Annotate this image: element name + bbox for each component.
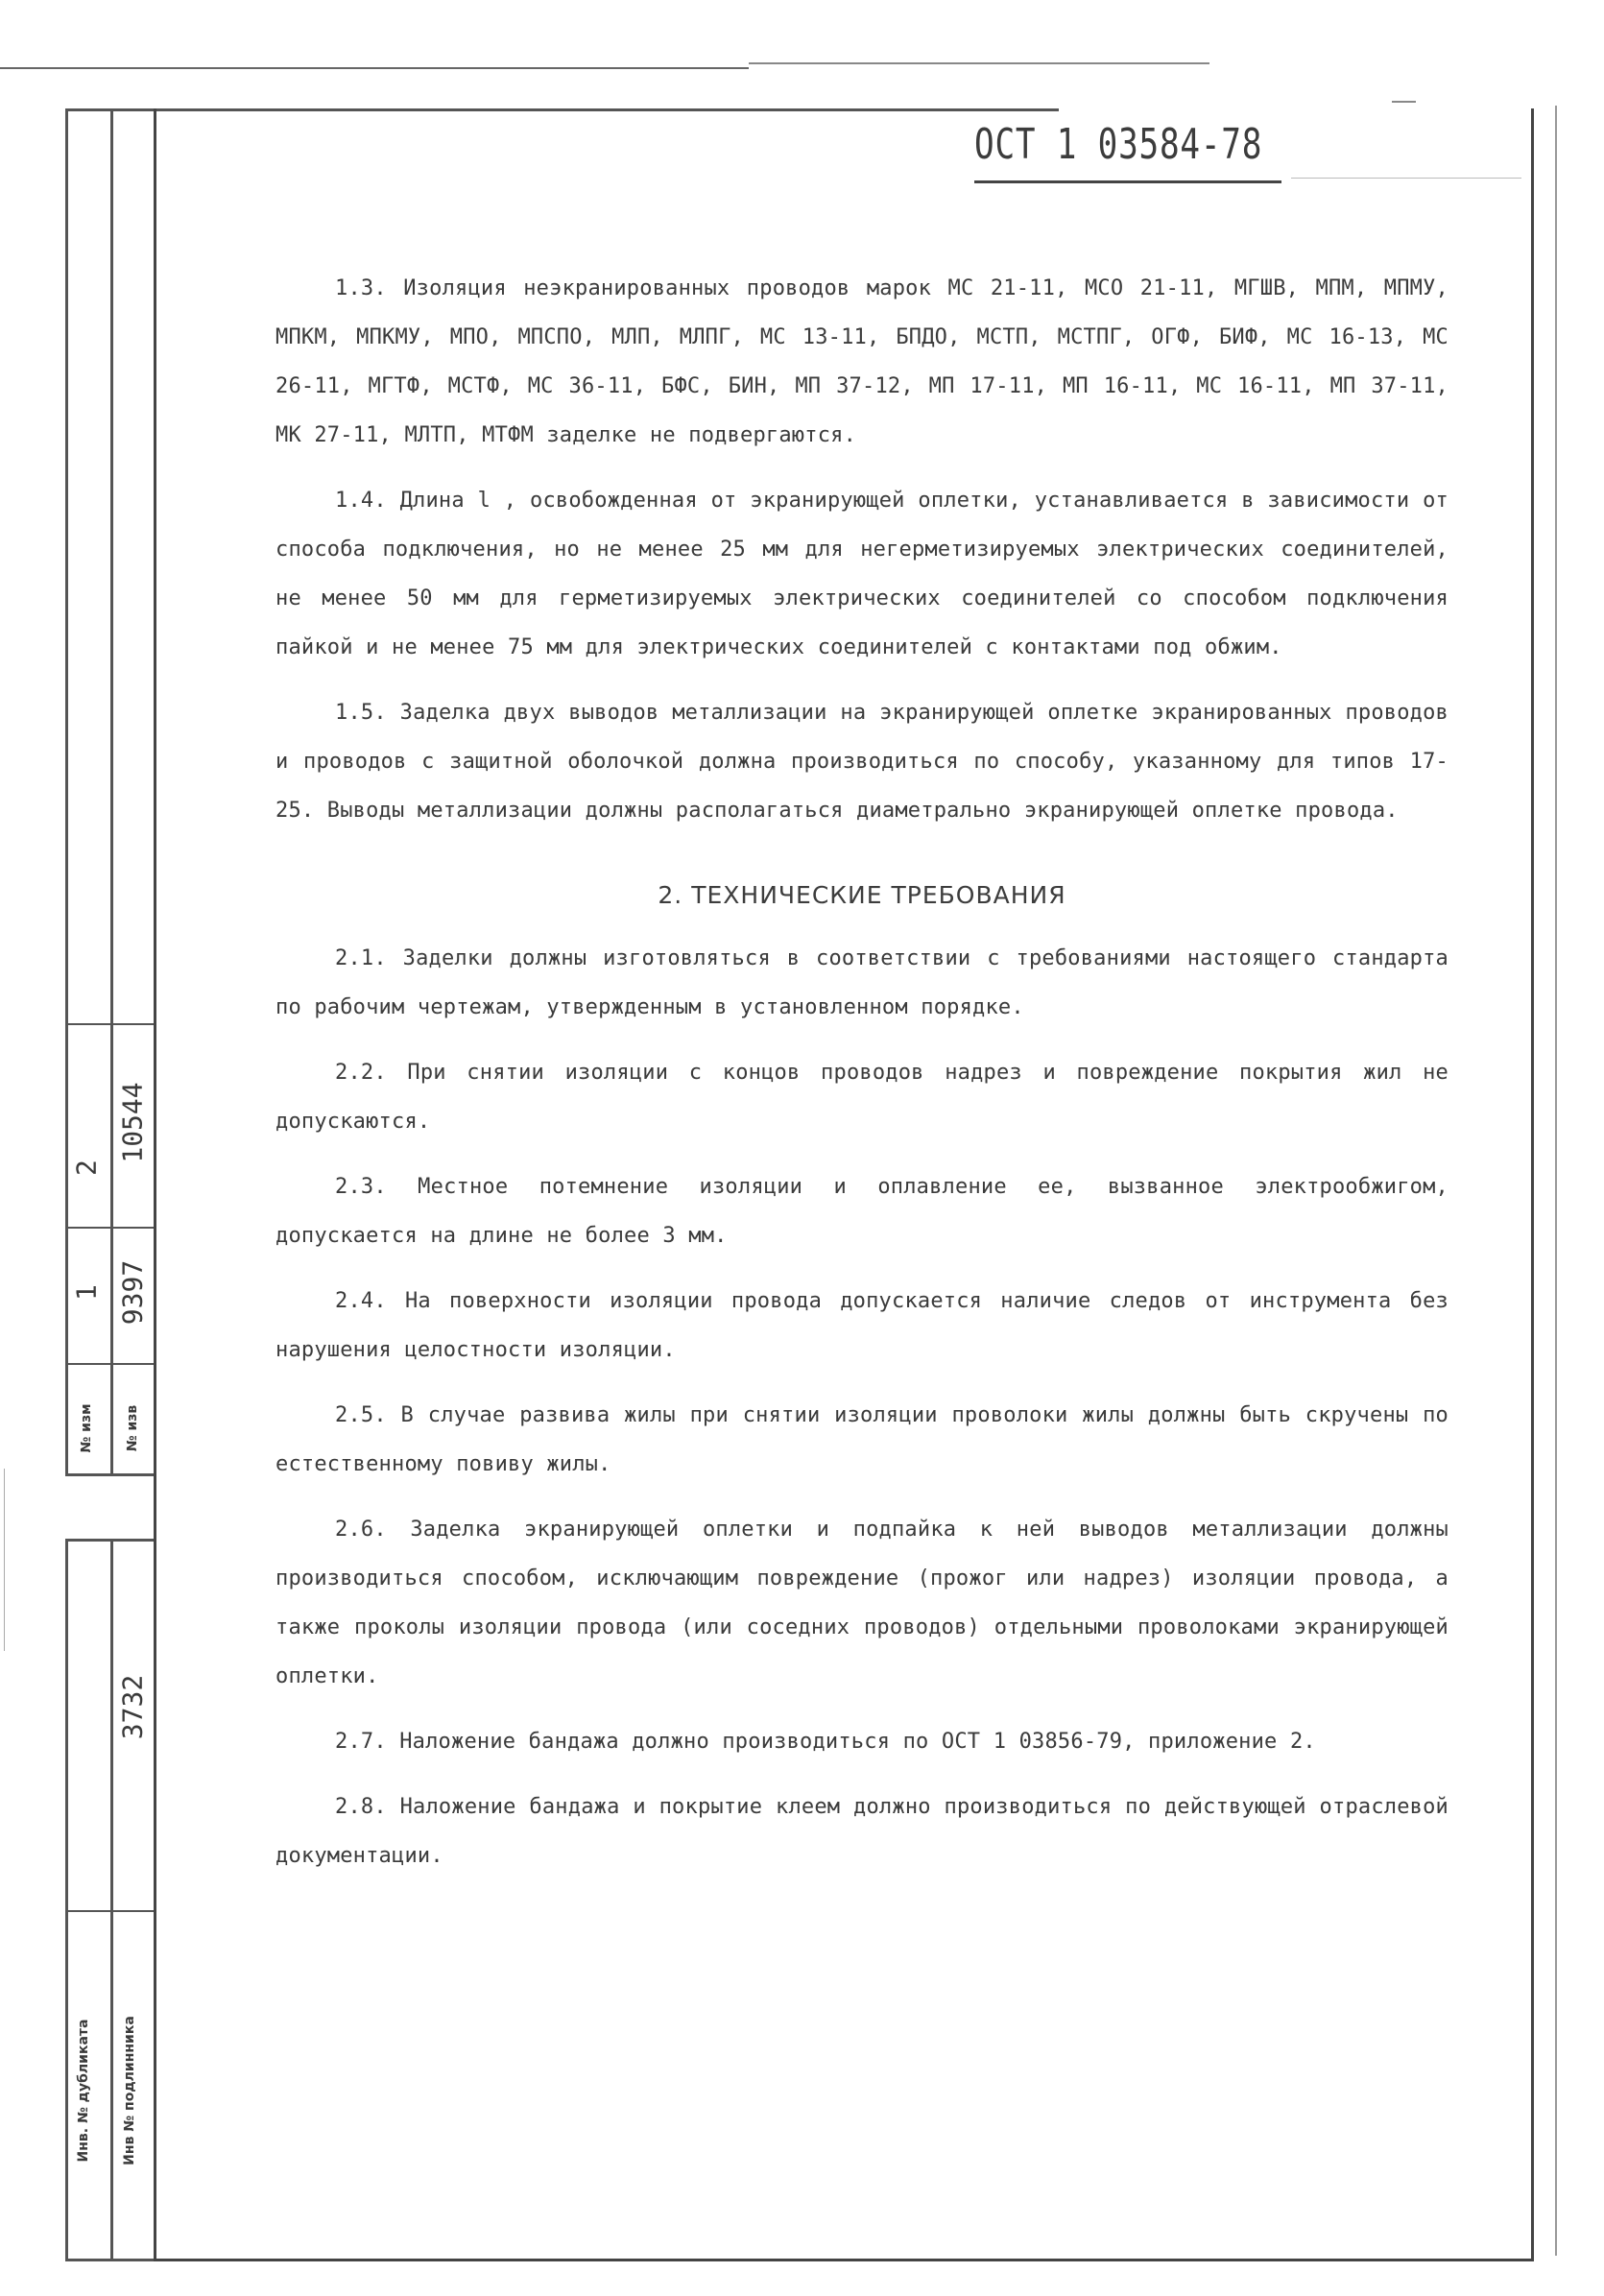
stamp-row-line bbox=[65, 1023, 154, 1025]
stamp-row-line bbox=[65, 1227, 154, 1229]
clause-1-4: 1.4. Длина l , освобожденная от экранирующей оплетки, устанавливается в зависимости от способа подключения, но не менее 25 мм для негерметизируемых электрических соединителей, не менее 50 мм для герметизируемых электрических соединителей со способом подключения пайкой и не менее 75 мм для электрических соединителей с контактами под обжим. bbox=[275, 489, 1448, 659]
stamp-row-line bbox=[65, 2259, 154, 2261]
original-inv-value: 3732 bbox=[116, 1674, 149, 1740]
change-no-label: № изм bbox=[79, 1403, 94, 1453]
top-rule-right bbox=[749, 62, 1209, 64]
document-designation: ОСТ 1 03584-78 bbox=[974, 120, 1263, 169]
designation-tail-line bbox=[1291, 178, 1521, 179]
clause-2-1: 2.1. Заделки должны изготовляться в соответствии с требованиями настоящего стандарта по рабочим чертежам, утвержденным в установленном порядке. bbox=[275, 946, 1448, 1019]
clause-2-5: 2.5. В случае развива жилы при снятии изоляции проволоки жилы должны быть скручены по естественному повиву жилы. bbox=[275, 1403, 1448, 1476]
clause-2-8: 2.8. Наложение бандажа и покрытие клеем должно производиться по действующей отраслевой документации. bbox=[275, 1795, 1448, 1868]
clause-2-6: 2.6. Заделка экранирующей оплетки и подпайка к ней выводов металлизации должны производиться способом, исключающим повреждение (прожог или надрез) изоляции провода, а также проколы изоляции провода (или соседних проводов) отдельными проволоками экранирующей оплетки. bbox=[275, 1518, 1448, 1688]
left-scan-edge-line bbox=[4, 1469, 5, 1651]
stamp-row-line bbox=[65, 1539, 154, 1542]
change-2-value: 2 bbox=[70, 1160, 103, 1176]
duplicate-inv-label: Инв. № дубликата bbox=[76, 2019, 91, 2163]
notice-no-label: № изв bbox=[125, 1404, 140, 1452]
clause-2-4: 2.4. На поверхности изоляции провода допускается наличие следов от инструмента без нарушения целостности изоляции. bbox=[275, 1289, 1448, 1362]
notice-2-value: 10544 bbox=[116, 1082, 149, 1163]
original-inv-label: Инв № подлинника bbox=[122, 2016, 137, 2165]
stamp-left-border bbox=[65, 108, 68, 1474]
stamp-row-line bbox=[65, 1910, 154, 1912]
stamp-left-border-lower bbox=[65, 1539, 68, 2259]
clause-2-3: 2.3. Местное потемнение изоляции и оплавление ее, вызванное электрообжигом, допускается на длине не более 3 мм. bbox=[275, 1175, 1448, 1248]
frame-top-rule-right bbox=[1392, 101, 1416, 103]
stamp-mid-border bbox=[110, 108, 113, 1474]
clause-2-7: 2.7. Наложение бандажа должно производиться по ОСТ 1 03856-79, приложение 2. bbox=[335, 1730, 1316, 1754]
scan-edge-line bbox=[1555, 106, 1557, 2256]
document-body bbox=[275, 264, 1448, 1897]
top-rule-left bbox=[0, 67, 749, 69]
change-1-value: 1 bbox=[70, 1284, 103, 1301]
designation-underline bbox=[974, 180, 1281, 183]
stamp-row-line bbox=[65, 1363, 154, 1365]
stamp-mid-border-lower bbox=[110, 1539, 113, 2259]
clause-2-2: 2.2. При снятии изоляции с концов проводов надрез и повреждение покрытия жил не допускаются. bbox=[275, 1061, 1448, 1134]
stamp-row-line bbox=[65, 1473, 154, 1476]
clause-1-3: 1.3. Изоляция неэкранированных проводов марок МС 21-11, МСО 21-11, МГШВ, МПМ, МПМУ, МПКМ, МПКМУ, МПО, МПСПО, МЛП, МЛПГ, МС 13-11, БПДО, МСТП, МСТПГ, ОГФ, БИФ, МС 16-13, МС 26-11, МГТФ, МСТФ, МС 36-11, БФС, БИН, МП 37-12, МП 17-11, МП 16-11, МС 16-11, МП 37-11, МК 27-11, МЛТП, МТФМ заделке не подвергаются. bbox=[275, 276, 1448, 447]
clause-1-5: 1.5. Заделка двух выводов металлизации на экранирующей оплетке экранированных проводов и проводов с защитной оболочкой должна производиться по способу, указанному для типов 17-25. Выводы металлизации должны располагаться диаметрально экранирующей оплетке провода. bbox=[275, 701, 1448, 823]
notice-1-value: 9397 bbox=[116, 1259, 149, 1326]
section-2-title: 2. ТЕХНИЧЕСКИЕ ТРЕБОВАНИЯ bbox=[658, 881, 1066, 909]
